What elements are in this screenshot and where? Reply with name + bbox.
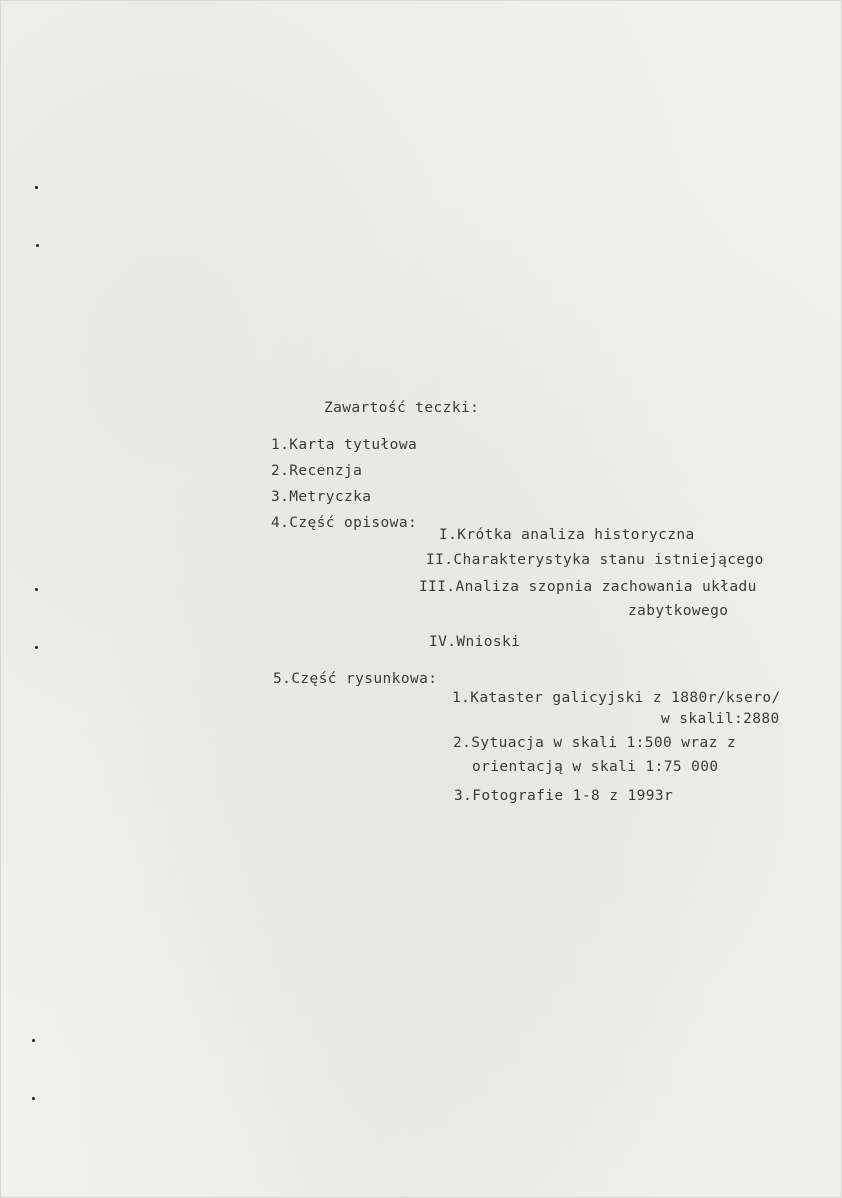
list-item-review: 2.Recenzja (271, 463, 363, 479)
list-item-title-card: 1.Karta tytułowa (271, 437, 418, 453)
drawing-item-cadastre-scale: w skalil:2880 (661, 711, 780, 727)
drawing-item-photos: 3.Fotografie 1-8 z 1993r (454, 788, 674, 804)
list-item-drawing-part: 5.Część rysunkowa: (273, 671, 438, 687)
section-current-state: II.Charakterystyka stanu istniejącego (426, 552, 764, 568)
margin-dot (32, 1039, 35, 1042)
contents-heading: Zawartość teczki: (324, 400, 480, 416)
list-item-descriptive-part: 4.Część opisowa: (271, 515, 418, 531)
section-layout-analysis-cont: zabytkowego (628, 603, 729, 619)
drawing-item-situation-cont: orientacją w skali 1:75 000 (472, 759, 719, 775)
margin-dot (32, 1097, 35, 1100)
margin-dot (36, 244, 39, 247)
drawing-item-cadastre: 1.Kataster galicyjski z 1880r/ksero/ (452, 690, 781, 706)
section-historical-analysis: I.Krótka analiza historyczna (439, 527, 695, 543)
margin-dot (35, 588, 38, 591)
list-item-metric: 3.Metryczka (271, 489, 372, 505)
margin-dot (35, 186, 38, 189)
section-layout-analysis: III.Analiza szopnia zachowania układu (419, 579, 757, 595)
section-conclusions: IV.Wnioski (429, 634, 521, 650)
document-page (1, 1, 841, 1197)
margin-dot (35, 646, 38, 649)
drawing-item-situation: 2.Sytuacja w skali 1:500 wraz z (453, 735, 737, 751)
